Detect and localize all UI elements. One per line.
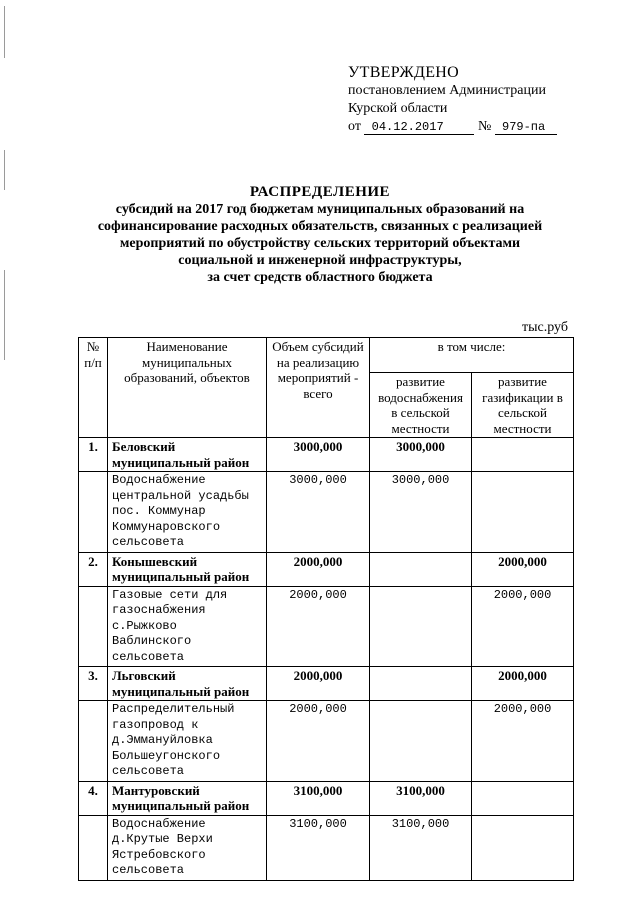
row-water [370,701,472,782]
row-total: 3100,000 [267,815,370,880]
heading-line: софинансирование расходных обязательств, связанных с реализацией [97,219,543,234]
table-header-row [79,338,574,373]
row-gas: 2000,000 [472,552,574,586]
row-total: 2000,000 [267,586,370,667]
table-row-district [79,552,574,586]
row-name: Водоснабжение центральной усадьбы пос. Коммунар Коммунаровского сельсовета [108,472,267,553]
row-name: Льговский муниципальный район [108,667,267,701]
row-number [79,472,108,553]
row-name: Распределительный газопровод к д.Эммануйловка Большеугонского сельсовета [108,701,267,782]
row-gas: 2000,000 [472,667,574,701]
header-total: Объем субсидий на реализацию мероприятий - всего [267,338,370,438]
row-number [79,701,108,782]
row-name: Беловский муниципальный район [108,438,267,472]
row-water [370,586,472,667]
heading-line: за счет средств областного бюджета [207,270,433,285]
units-label: тыс.руб [522,320,568,335]
heading-line: субсидий на 2017 год бюджетам муниципальных образований на [115,202,525,217]
document-heading [60,184,580,286]
row-number [79,815,108,880]
row-water: 3100,000 [370,815,472,880]
row-name: Мантуровский муниципальный район [108,781,267,815]
header-including: в том числе: [370,338,574,373]
approval-date-prefix: от [348,119,361,134]
row-gas: 2000,000 [472,701,574,782]
scan-edge-mark [4,270,5,360]
row-number: 3. [79,667,108,701]
row-name: Газовые сети для газоснабжения с.Рыжково Ваблинского сельсовета [108,586,267,667]
row-total: 2000,000 [267,667,370,701]
approval-date [364,120,474,135]
scan-edge-mark [4,150,5,190]
row-total: 3000,000 [267,438,370,472]
row-gas [472,815,574,880]
row-gas [472,438,574,472]
row-gas [472,472,574,553]
table-row-object [79,472,574,553]
table-row-object [79,586,574,667]
approval-date-line [348,118,598,136]
heading-line: мероприятий по обустройству сельских территорий объектами [119,236,521,251]
table-row-object [79,815,574,880]
row-name: Конышевский муниципальный район [108,552,267,586]
approval-number-value: 979-па [502,120,546,134]
row-number: 1. [79,438,108,472]
row-water: 3100,000 [370,781,472,815]
table-row-district [79,438,574,472]
row-total: 2000,000 [267,552,370,586]
row-total: 3000,000 [267,472,370,553]
row-number [79,586,108,667]
row-number: 4. [79,781,108,815]
approval-block [348,64,598,136]
approval-line-2: Курской области [348,101,448,116]
approval-number-prefix: № [477,119,492,134]
row-gas [472,781,574,815]
header-name: Наименование муниципальных образований, объектов [108,338,267,438]
row-water: 3000,000 [370,472,472,553]
row-water [370,552,472,586]
row-total: 2000,000 [267,701,370,782]
row-name: Водоснабжение д.Крутые Верхи Ястребовского сельсовета [108,815,267,880]
heading-line: социальной и инженерной инфраструктуры, [178,253,462,268]
table-row-object [79,701,574,782]
row-water [370,667,472,701]
approval-number [495,120,557,135]
heading-title: РАСПРЕДЕЛЕНИЕ [249,184,391,200]
subsidy-table [78,337,574,881]
approval-title: УТВЕРЖДЕНО [348,64,460,81]
header-number: № п/п [79,338,108,438]
approval-line-1: постановлением Администрации [348,83,546,98]
header-gas: развитие газификации в сельской местности [472,373,574,438]
row-number: 2. [79,552,108,586]
table-row-district [79,781,574,815]
approval-date-value: 04.12.2017 [371,120,444,134]
header-water: развитие водоснабжения в сельской местности [370,373,472,438]
table-row-district [79,667,574,701]
row-water: 3000,000 [370,438,472,472]
scan-edge-mark [4,6,5,58]
row-gas: 2000,000 [472,586,574,667]
row-total: 3100,000 [267,781,370,815]
